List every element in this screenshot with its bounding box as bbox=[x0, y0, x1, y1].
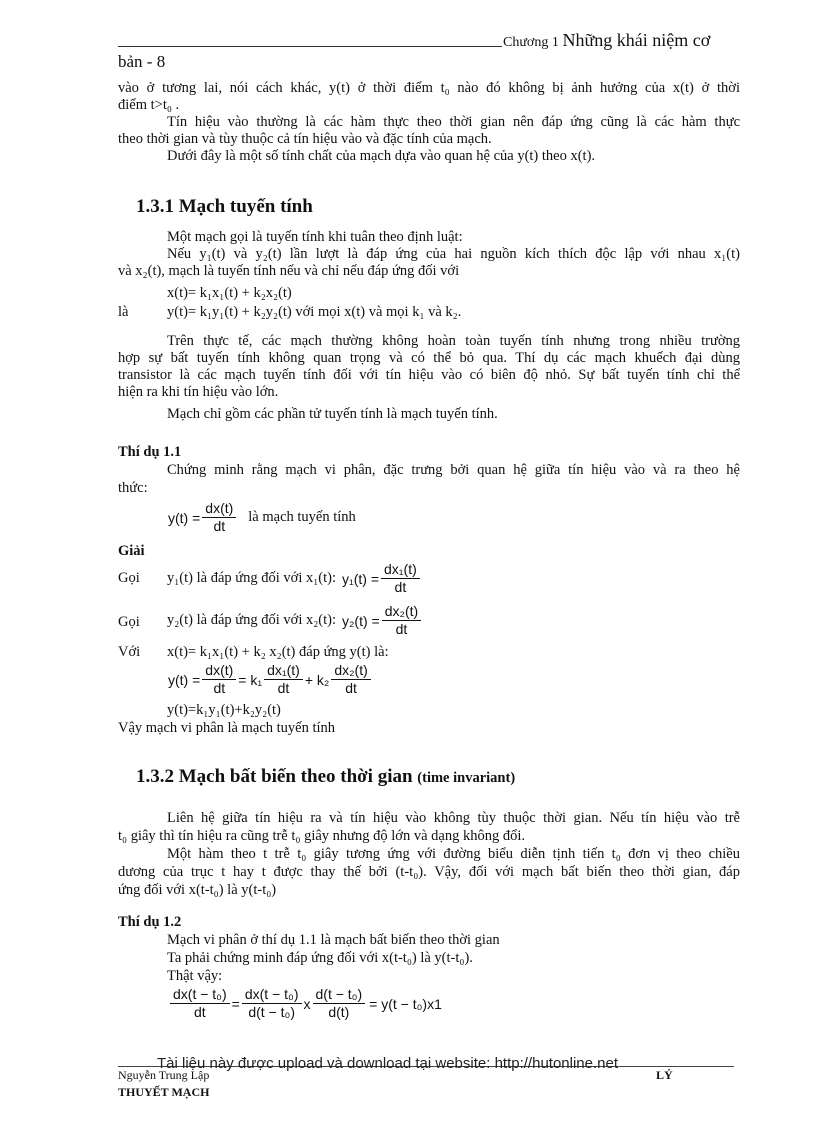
footer-book-title: THUYẾT MẠCH bbox=[118, 1085, 210, 1099]
row1-den: dt bbox=[394, 579, 407, 595]
row2-lhs: y₂(t) = bbox=[342, 612, 380, 629]
ex12-line1: Mạch vi phân ở thí dụ 1.1 là mạch bất biến theo thời gian bbox=[167, 932, 500, 948]
row2-den: dt bbox=[395, 621, 408, 637]
ex11-eq-num: dx(t) bbox=[202, 500, 236, 518]
footer-right-word: LÝ bbox=[656, 1068, 673, 1082]
chapter-title: Những khái niệm cơ bbox=[562, 30, 711, 50]
row2-lead: Gọi bbox=[118, 614, 140, 630]
row3-text: x(t)= k₁x₁(t) + k₂ x₂(t) đáp ứng y(t) là: bbox=[167, 644, 389, 660]
eq3-plus-k2: + k₂ bbox=[304, 671, 330, 688]
s132-p2-line2: dương của trục t hay t được thay thế bởi (t-t₀). Vậy, đối với mạch bất biến theo thời gian, đáp bbox=[118, 864, 740, 880]
ex12-frac3 bbox=[313, 986, 366, 1021]
ex12-frac2 bbox=[242, 986, 302, 1021]
s131-la-label: là bbox=[118, 304, 129, 320]
row2-text: y₂(t) là đáp ứng đối với x₂(t): bbox=[167, 612, 336, 628]
s132-p1-line1: Liên hệ giữa tín hiệu ra và tín hiệu vào không tùy thuộc thời gian. Nếu tín hiệu vào trễ bbox=[167, 810, 740, 826]
eq3-frac2-num: dx₁(t) bbox=[264, 662, 303, 680]
row3-lead: Với bbox=[118, 644, 141, 660]
chapter-label: Chương 1 bbox=[503, 35, 559, 50]
s132-p1-line2: t₀ giây thì tín hiệu ra cũng trễ t₀ giây nhưng độ lớn và dạng không đổi. bbox=[118, 828, 525, 844]
ex12-frac1-num: dx(t − t₀) bbox=[170, 986, 230, 1004]
ex12-frac1-den: dt bbox=[193, 1004, 206, 1020]
s131-line5: y(t)= k₁y₁(t) + k₂y₂(t) với mọi x(t) và mọi k₁ và k₂. bbox=[167, 304, 462, 320]
ex11-line1: Chứng minh rằng mạch vi phân, đặc trưng bởi quan hệ giữa tín hiệu vào và ra theo hệ bbox=[167, 462, 740, 478]
ex11-line2: thức: bbox=[118, 480, 148, 496]
row1-equation bbox=[167, 561, 422, 596]
intro-p1-line2: điểm t>t₀ . bbox=[118, 97, 180, 113]
eq3-frac3-den: dt bbox=[345, 680, 357, 696]
eq3-frac2 bbox=[264, 662, 303, 697]
example-12-title: Thí dụ 1.2 bbox=[118, 914, 182, 930]
s131-p2-line4: hiện ra khi tín hiệu vào lớn. bbox=[118, 384, 279, 400]
section-131-heading: 1.3.1 Mạch tuyến tính bbox=[136, 196, 313, 217]
section-132-title: 1.3.2 Mạch bất biến theo thời gian bbox=[136, 766, 413, 787]
row1-lead: Gọi bbox=[118, 570, 140, 586]
s131-line2: Nếu y₁(t) và y₂(t) lần lượt là đáp ứng của hai nguồn kích thích độc lập với nhau x₁(t) bbox=[167, 246, 740, 262]
ex11-eq-lhs: y(t) = bbox=[168, 509, 201, 526]
row1-lhs: y₁(t) = bbox=[342, 570, 380, 587]
row1-fraction bbox=[381, 561, 420, 596]
row1-text: y₁(t) là đáp ứng đối với x₁(t): bbox=[167, 570, 336, 586]
ex12-frac2-num: dx(t − t₀) bbox=[242, 986, 302, 1004]
ex11-result: y(t)=k₁y₁(t)+k₂y₂(t) bbox=[167, 702, 281, 718]
s131-p2-line2: hợp sự bất tuyến tính không quan trọng và có thể bỏ qua. Thí dụ các mạch khuếch đại dùng bbox=[118, 350, 740, 366]
ex12-frac1 bbox=[170, 986, 230, 1021]
ex11-conclusion: Vậy mạch vi phân là mạch tuyến tính bbox=[118, 720, 336, 736]
ex11-eq-fraction bbox=[202, 500, 236, 535]
section-132-heading bbox=[136, 766, 515, 788]
chapter-header bbox=[503, 30, 710, 51]
eq3-frac2-den: dt bbox=[277, 680, 290, 696]
ex12-equation bbox=[168, 986, 442, 1021]
eq3-frac1-den: dt bbox=[213, 680, 226, 696]
s132-p2-line3: ứng đối với x(t-t₀) là y(t-t₀) bbox=[118, 882, 277, 898]
ex12-line2: Ta phải chứng minh đáp ứng đối với x(t-t₀) là y(t-t₀). bbox=[167, 950, 473, 966]
intro-p1-line1: vào ở tương lai, nói cách khác, y(t) ở thời điểm t₀ nào đó không bị ảnh hưởng của x(t) ở thời bbox=[118, 80, 740, 96]
s131-line1: Một mạch gọi là tuyến tính khi tuân theo định luật: bbox=[167, 229, 463, 245]
eq3-frac3-num: dx₂(t) bbox=[331, 662, 370, 680]
header-continuation: bản - 8 bbox=[118, 52, 166, 71]
header-rule bbox=[118, 46, 502, 47]
s131-p2-line1: Trên thực tế, các mạch thường không hoàn toàn tuyến tính nhưng trong nhiều trường bbox=[167, 333, 740, 349]
s131-p3: Mạch chỉ gồm các phần tử tuyến tính là mạch tuyến tính. bbox=[167, 406, 498, 422]
ex12-frac3-den: d(t) bbox=[328, 1004, 350, 1020]
intro-p2-line1: Tín hiệu vào thường là các hàm thực theo thời gian nên đáp ứng cũng là các hàm thực bbox=[167, 114, 740, 130]
eq3-frac3 bbox=[331, 662, 370, 697]
eq3-frac1 bbox=[202, 662, 236, 697]
section-132-subtitle: (time invariant) bbox=[417, 770, 516, 786]
s131-line3: và x₂(t), mạch là tuyến tính nếu và chỉ nếu đáp ứng đối với bbox=[118, 263, 460, 279]
footer-upload-note: Tài liệu này được upload và download tại website: http://hutonline.net bbox=[157, 1055, 619, 1072]
row1-num: dx₁(t) bbox=[381, 561, 420, 579]
eq3-frac1-num: dx(t) bbox=[202, 662, 236, 680]
ex12-line3: Thật vậy: bbox=[167, 968, 223, 984]
ex12-equals: = bbox=[231, 995, 240, 1012]
row2-fraction bbox=[382, 603, 421, 638]
footer-author: Nguyễn Trung Lập bbox=[118, 1068, 210, 1082]
intro-p3: Dưới đây là một số tính chất của mạch dựa vào quan hệ của y(t) theo x(t). bbox=[167, 148, 596, 164]
row2-equation bbox=[167, 603, 423, 638]
s131-p2-line3: transistor là các mạch tuyến tính đối với tín hiệu vào có biên độ nhỏ. Sự bất tuyến tính chỉ thể bbox=[118, 367, 740, 383]
ex12-times: x bbox=[303, 995, 311, 1012]
ex11-eq-text: là mạch tuyến tính bbox=[248, 509, 356, 525]
solution-title: Giải bbox=[118, 543, 145, 559]
s132-p2-line1: Một hàm theo t trễ t₀ giây tương ứng với đường biểu diễn tịnh tiến t₀ đơn vị theo chiều bbox=[167, 846, 740, 862]
ex11-eq-den: dt bbox=[213, 518, 226, 534]
example-11-title: Thí dụ 1.1 bbox=[118, 444, 182, 460]
eq3-eq-k1: = k₁ bbox=[238, 671, 263, 688]
s131-line4: x(t)= k₁x₁(t) + k₂x₂(t) bbox=[167, 285, 292, 301]
ex12-frac2-den: d(t − t₀) bbox=[248, 1004, 295, 1020]
row2-num: dx₂(t) bbox=[382, 603, 421, 621]
ex12-frac3-num: d(t − t₀) bbox=[313, 986, 366, 1004]
intro-p2-line2: theo thời gian và tùy thuộc cả tín hiệu vào và đặc tính của mạch. bbox=[118, 131, 492, 147]
ex11-equation bbox=[168, 500, 356, 535]
ex11-eq3 bbox=[168, 662, 373, 697]
eq3-lhs: y(t) = bbox=[168, 671, 201, 688]
ex12-rhs: = y(t − t₀)x1 bbox=[369, 995, 442, 1012]
